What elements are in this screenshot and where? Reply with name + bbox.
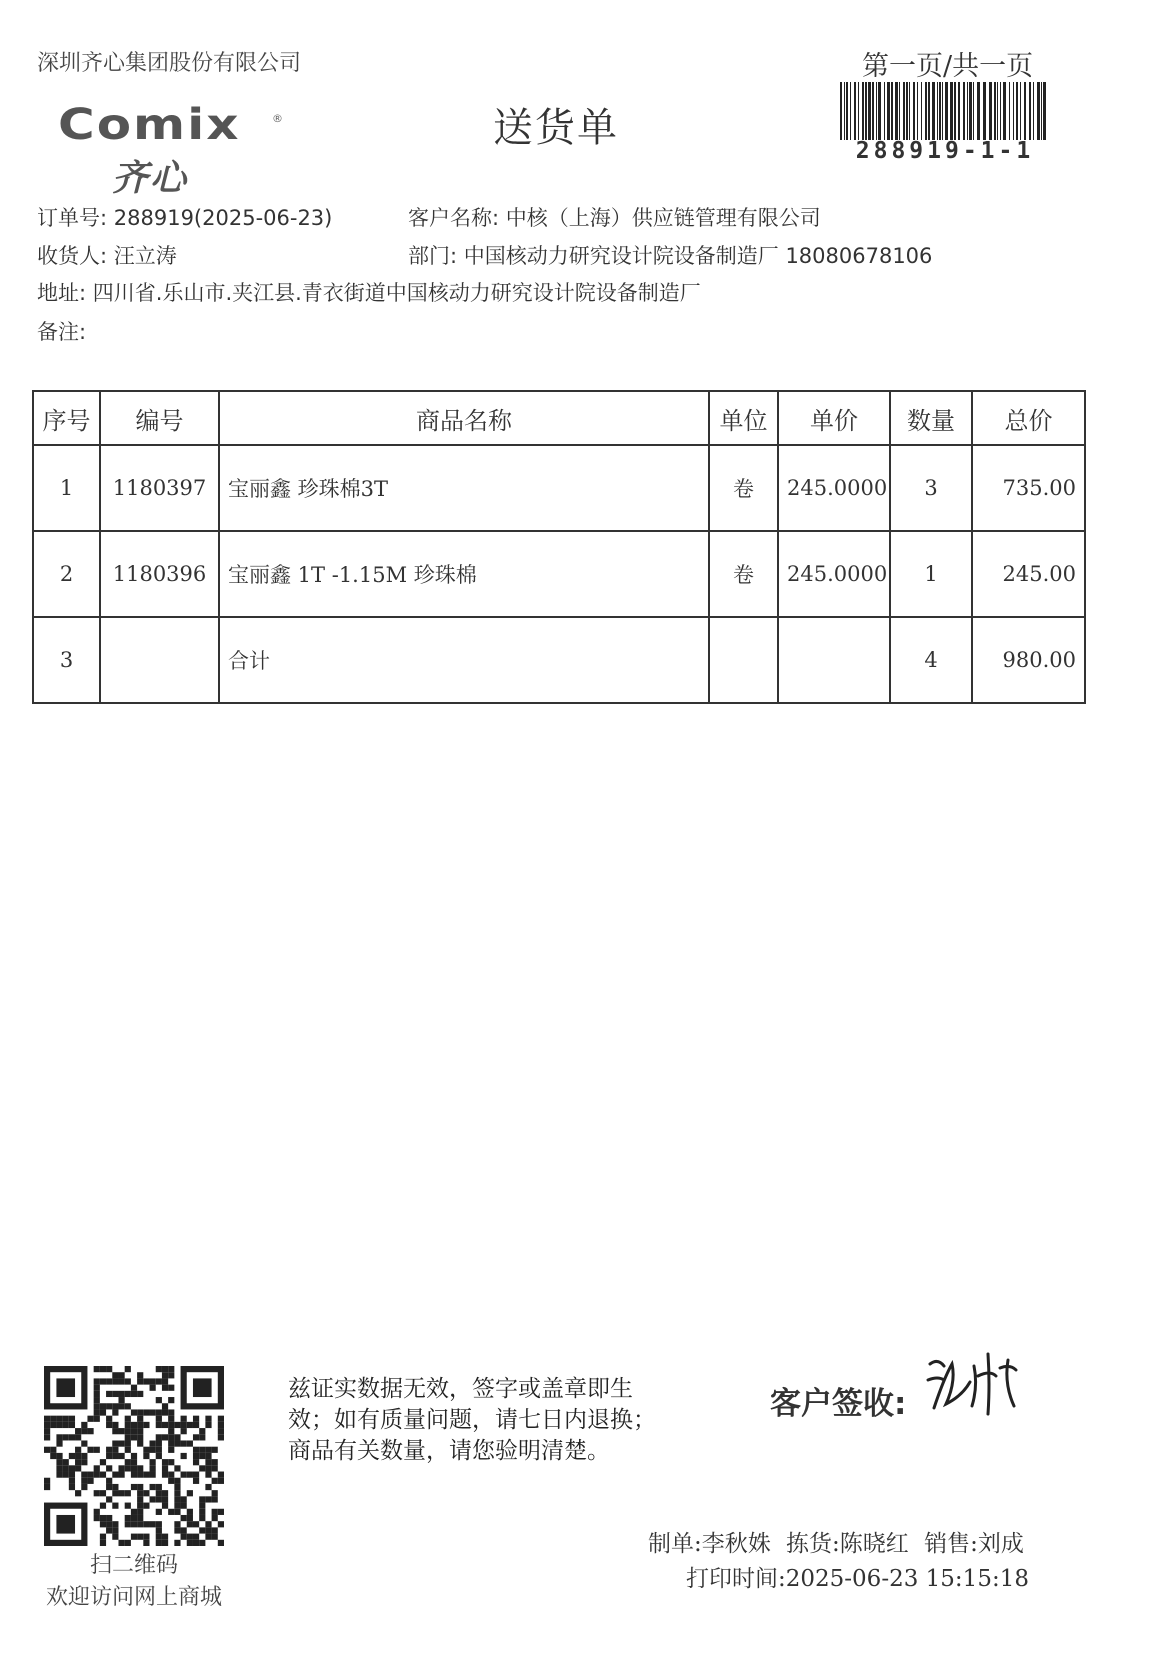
notice-line: 效；如有质量问题，请七日内退换； bbox=[288, 1407, 656, 1433]
row-unit bbox=[709, 617, 778, 703]
staff-info: 制单:李秋姝 拣货:陈晓红 销售:刘成 bbox=[648, 1531, 1024, 1557]
page-indicator: 第一页/共一页 bbox=[862, 51, 1034, 82]
customer-name bbox=[408, 202, 821, 232]
row-price: 245.0000 bbox=[778, 445, 890, 531]
order-label: 订单号: bbox=[37, 206, 108, 230]
print-time: 打印时间:2025-06-23 15:15:18 bbox=[686, 1566, 1029, 1592]
row-name: 宝丽鑫 1T -1.15M 珍珠棉 bbox=[219, 531, 709, 617]
row-name: 合计 bbox=[219, 617, 709, 703]
row-unit: 卷 bbox=[709, 531, 778, 617]
table-row bbox=[33, 445, 1085, 531]
row-seq: 2 bbox=[33, 531, 100, 617]
row-total: 735.00 bbox=[972, 445, 1085, 531]
address-label: 地址: bbox=[37, 281, 87, 305]
company-name: 深圳齐心集团股份有限公司 bbox=[37, 51, 302, 76]
customer-label: 客户名称: bbox=[408, 206, 500, 230]
qr-code-icon[interactable] bbox=[44, 1366, 224, 1546]
notice-text bbox=[288, 1374, 688, 1467]
row-code bbox=[100, 617, 219, 703]
address-value: 四川省.乐山市.夹江县.青衣街道中国核动力研究设计院设备制造厂 bbox=[92, 281, 701, 305]
table-header-row bbox=[33, 391, 1085, 445]
row-price: 245.0000 bbox=[778, 531, 890, 617]
receiver-value: 汪立涛 bbox=[113, 244, 177, 268]
row-qty: 4 bbox=[890, 617, 972, 703]
qr-subcaption: 欢迎访问网上商城 bbox=[45, 1585, 222, 1610]
header-code: 编号 bbox=[100, 391, 219, 445]
header-name: 商品名称 bbox=[219, 391, 709, 445]
customer-sign-label: 客户签收: bbox=[770, 1386, 907, 1422]
header-unit: 单位 bbox=[709, 391, 778, 445]
header-price: 单价 bbox=[778, 391, 890, 445]
barcode-number: 288919-1-1 bbox=[855, 138, 1035, 164]
row-total: 245.00 bbox=[972, 531, 1085, 617]
qixin-logo: 齐心 bbox=[112, 158, 189, 199]
table-row-total bbox=[33, 617, 1085, 703]
order-value: 288919(2025-06-23) bbox=[113, 206, 333, 230]
row-seq: 3 bbox=[33, 617, 100, 703]
row-code: 1180396 bbox=[100, 531, 219, 617]
remark bbox=[37, 316, 86, 346]
row-price bbox=[778, 617, 890, 703]
registered-mark: ® bbox=[272, 112, 283, 125]
document-title: 送货单 bbox=[493, 105, 619, 151]
row-qty: 1 bbox=[890, 531, 972, 617]
header-total: 总价 bbox=[972, 391, 1085, 445]
row-qty: 3 bbox=[890, 445, 972, 531]
handwritten-signature bbox=[922, 1346, 1032, 1418]
customer-value: 中核（上海）供应链管理有限公司 bbox=[505, 206, 821, 230]
comix-logo: Comix bbox=[58, 100, 241, 150]
table-row bbox=[33, 531, 1085, 617]
items-table bbox=[32, 390, 1086, 704]
row-total: 980.00 bbox=[972, 617, 1085, 703]
receiver-label: 收货人: bbox=[37, 244, 108, 268]
order-number bbox=[37, 202, 332, 232]
row-code: 1180397 bbox=[100, 445, 219, 531]
barcode bbox=[840, 82, 1050, 140]
row-name: 宝丽鑫 珍珠棉3T bbox=[219, 445, 709, 531]
address bbox=[37, 277, 701, 307]
row-unit: 卷 bbox=[709, 445, 778, 531]
notice-line: 兹证实数据无效，签字或盖章即生 bbox=[288, 1376, 633, 1402]
header-qty: 数量 bbox=[890, 391, 972, 445]
header-seq: 序号 bbox=[33, 391, 100, 445]
qr-caption: 扫二维码 bbox=[89, 1553, 178, 1578]
receiver bbox=[37, 240, 177, 270]
row-seq: 1 bbox=[33, 445, 100, 531]
dept-value: 中国核动力研究设计院设备制造厂 18080678106 bbox=[463, 244, 933, 268]
department bbox=[408, 240, 932, 270]
notice-line: 商品有关数量，请您验明清楚。 bbox=[288, 1438, 610, 1464]
dept-label: 部门: bbox=[408, 244, 458, 268]
remark-label: 备注: bbox=[37, 320, 87, 344]
